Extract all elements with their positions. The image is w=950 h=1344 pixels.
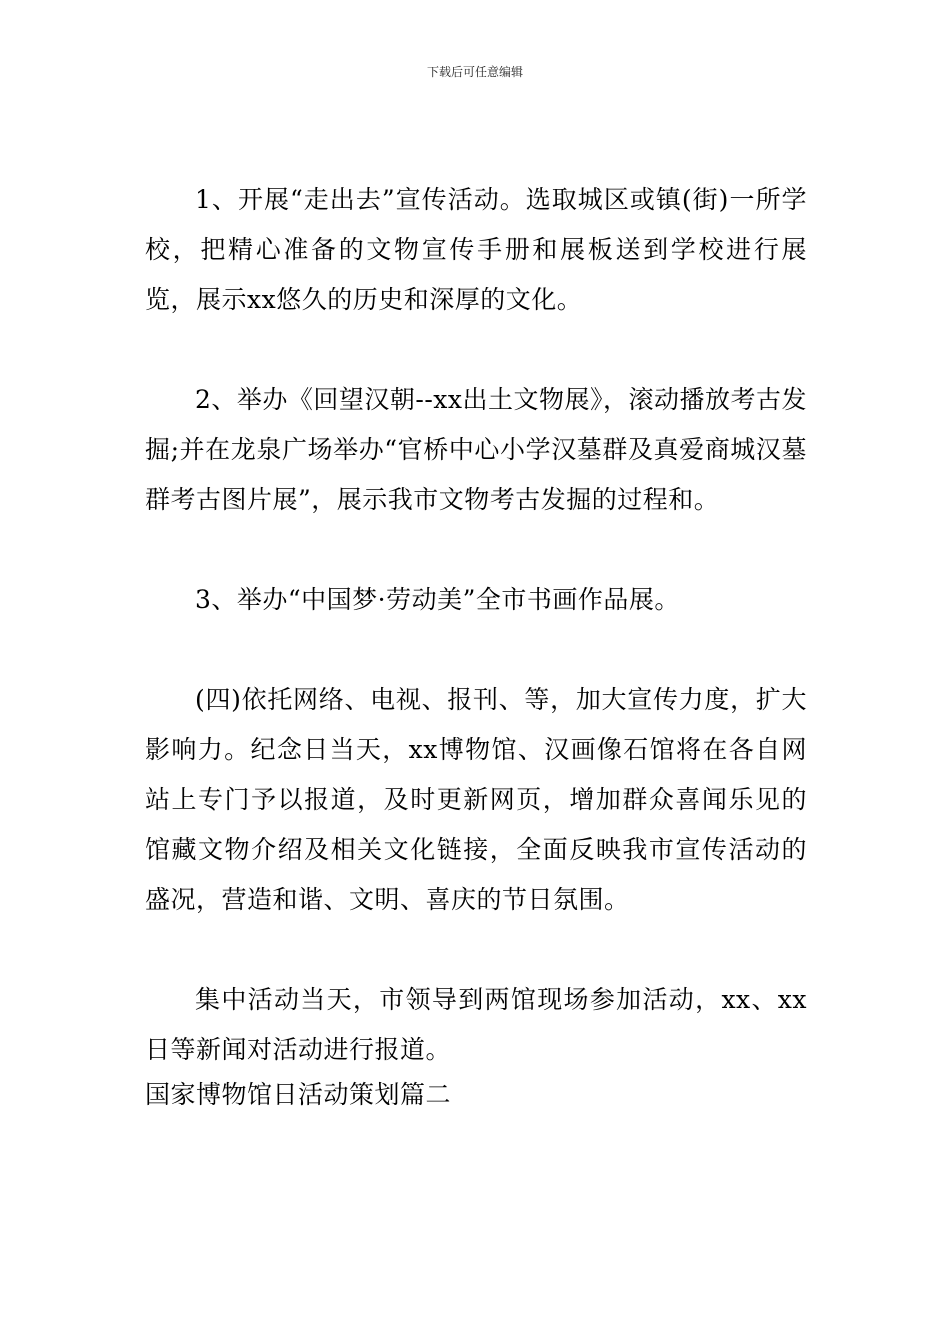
- paragraph-2: 2、举办《回望汉朝--xx出土文物展》，滚动播放考古发掘;并在龙泉广场举办“官桥中心小学汉墓群及真爱商城汉墓群考古图片展”，展示我市文物考古发掘的过程和。: [145, 385, 808, 514]
- paragraph-1: 1、开展“走出去”宣传活动。选取城区或镇(街)一所学校，把精心准备的文物宣传手册和展板送到学校进行展览，展示xx悠久的历史和深厚的文化。: [145, 185, 807, 314]
- section-heading: 国家博物馆日活动策划篇二: [145, 1080, 452, 1109]
- paragraph-4: (四)依托网络、电视、报刊、等，加大宣传力度，扩大影响力。纪念日当天，xx博物馆、汉画像石馆将在各自网站上专门予以报道，及时更新网页，增加群众喜闻乐见的馆藏文物介绍及相关文化链接，全面反映我市宣传活动的盛况，营造和谐、文明、喜庆的节日氛围。: [145, 685, 807, 914]
- paragraph-5: 集中活动当天，市领导到两馆现场参加活动，xx、xx日等新闻对活动进行报道。: [145, 985, 807, 1064]
- header-note: 下载后可任意编辑: [426, 65, 523, 79]
- paragraph-3: 3、举办“中国梦·劳动美”全市书画作品展。: [195, 585, 680, 614]
